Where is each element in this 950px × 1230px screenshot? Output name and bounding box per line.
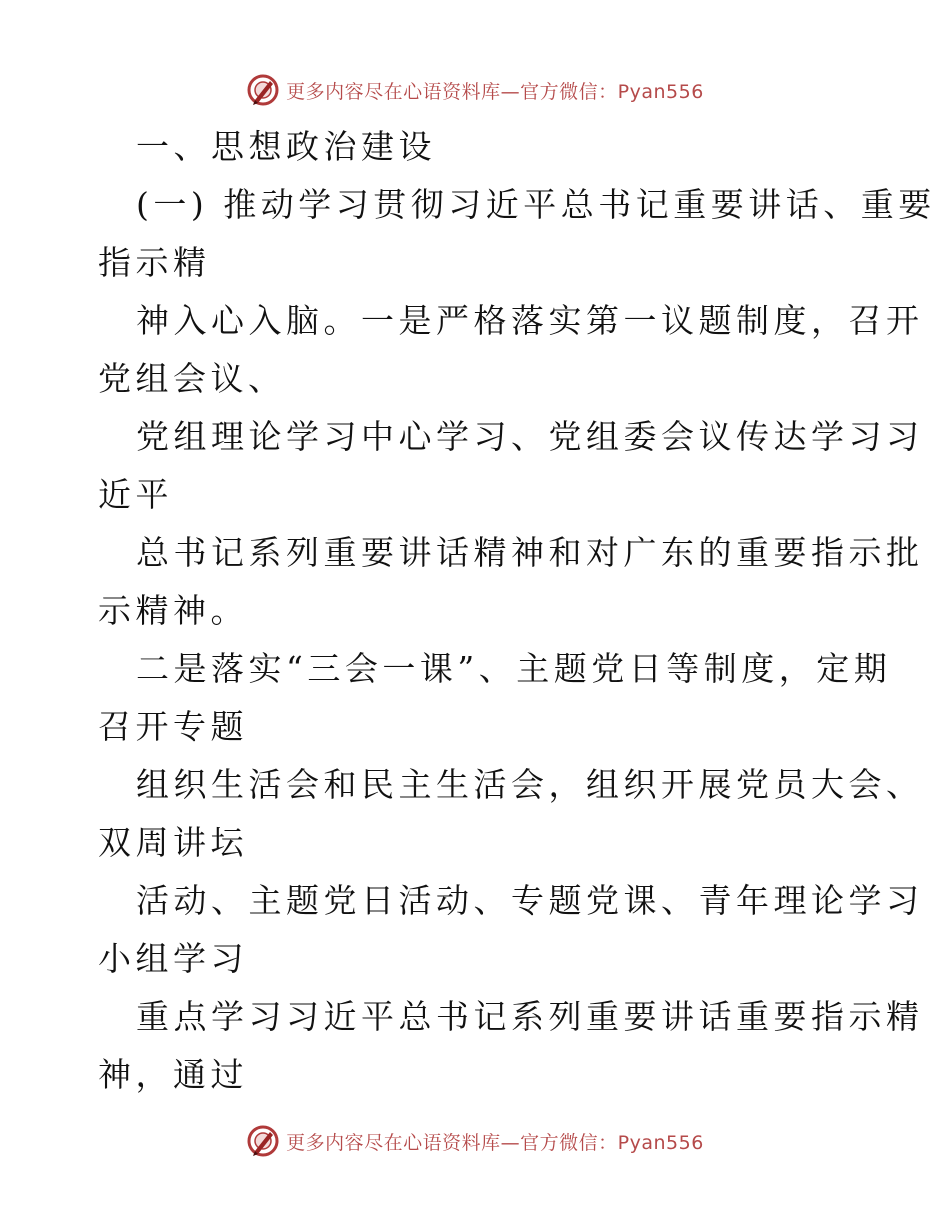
text-line: 小组学习 <box>98 939 248 978</box>
banner-text: 更多内容尽在心语资料库—官方微信：Pyan556 <box>286 1131 704 1154</box>
text-line: 神入心入脑。一是严格落实第一议题制度，召开 <box>136 301 924 340</box>
document-body <box>98 118 936 1104</box>
text-line: (一) 推动学习贯彻习近平总书记重要讲话、重要 <box>136 185 936 224</box>
text-line: 党组理论学习中心学习、党组委会议传达学习习 <box>136 417 924 456</box>
pen-logo-icon <box>246 1124 280 1158</box>
text-line: 示精神。 <box>98 591 248 630</box>
text-line: 一、思想政治建设 <box>136 127 436 166</box>
text-line: 党组会议、 <box>98 359 286 398</box>
banner-text: 更多内容尽在心语资料库—官方微信：Pyan556 <box>286 80 704 103</box>
text-line: 近平 <box>98 475 173 514</box>
footer-watermark-banner <box>0 1121 950 1161</box>
text-line: 活动、主题党日活动、专题党课、青年理论学习 <box>136 881 924 920</box>
text-line: 总书记系列重要讲话精神和对广东的重要指示批 <box>136 533 924 572</box>
text-line: 二是落实“三会一课”、主题党日等制度，定期 <box>136 649 892 688</box>
pen-logo-icon <box>246 73 280 107</box>
text-line: 指示精 <box>98 243 211 282</box>
text-line: 重点学习习近平总书记系列重要讲话重要指示精 <box>136 997 924 1036</box>
header-watermark-banner <box>0 70 950 110</box>
text-line: 组织生活会和民主生活会，组织开展党员大会、 <box>136 765 924 804</box>
text-line: 召开专题 <box>98 707 248 746</box>
text-line: 神，通过 <box>98 1055 248 1094</box>
text-line: 双周讲坛 <box>98 823 248 862</box>
